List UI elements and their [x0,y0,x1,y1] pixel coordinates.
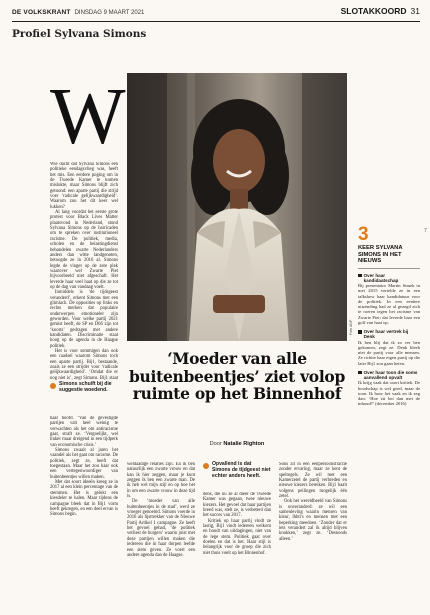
square-bullet-icon [358,330,362,334]
paragraph: haar hoofd. ‘Van de gevestigde partijen valt heel weinig te verwachten als het om antiracisme gaat, straft ze. ‘Vergoelijkt, wel linker maar dreigend in een tijdperk van economische crisis.’ [50,416,118,448]
pull-quote-text: Simons schuift bij die suggestie woedend. [59,381,112,393]
article-column-d [279,462,347,600]
sidebar-item-body: Bij presentator Martin Simek in mei 2015 vertelde ze in een talkshow haar kandidatuur voor de politiek. In een eerdere uitzending had ze al gezegd zich te roeren tegen het racisme van Zwarte Piet; dat leverde haar een golf van haat op. [358,283,420,325]
sidebar-item-heading [358,329,420,339]
article-kicker: Profiel Sylvana Simons [12,28,147,40]
masthead [12,6,420,20]
page-number: 31 [410,6,420,16]
sidebar-item-heading [358,273,420,283]
margin-mark: 7 [424,228,427,234]
square-bullet-icon [358,371,362,375]
sidebar-number: 3 [358,224,369,245]
orange-dot-icon [50,383,56,389]
orange-dot-icon [203,463,209,469]
paragraph: Met dat soort ideeën kreeg ze in 2017 al een klein percentage van de stemmen. Het is gelukt een kiesdeler te halen. Maar tijdens de campagne bleek dat in Bij1 vorm heeft gekregen, en een deel ervan is Simons begin. [50,480,118,518]
sidebar-item-heading-text: Over haar kandidaatschap [363,272,399,283]
paragraph: Kritiek op haar partij vindt ze lastig, Bij1 vindt iedereen welkom en houdt van uitdagingen, niet van de lege stem. Politiek gaat over doelen en dat is het. Haar stijl is belangrijk voor de groep die zich niet thuis voelt op het Binnenhof. [203,518,271,556]
paragraph: Ook het wereldbeeld van Simons is onveranderd: ze wil een samenleving waarin mensen van kleur, lhbti's en mensen met een beperking meedoen. ‘Zonder dat er iets verandert zal ik altijd blijven knokken,’ zegt ze. ‘Desnoods alleen.’ [279,499,347,542]
sidebar-item-heading [358,370,420,380]
square-bullet-icon [358,274,362,278]
paragraph: Inmiddels is ‘de tijdsgeest veranderd’, erkent Simons met een glimlach. De opposities op links en rechts merken dat populaire onderwerpen emotioneler zijn geworden. Voor welke partij 2021 gemist heeft, de SP en D66 zijn tot ‘koorts’ gedragen met andere kandidaten. Discriminatie staat hoog op de agenda in de Haagse politiek. [50,290,118,349]
sidebar-item [358,273,420,325]
section-name: SLOTAKKOORD [340,6,407,16]
masthead-rule [12,21,420,22]
sidebar-item-heading-text: Over haar toon die soms aanvallend opvalt [363,369,418,381]
sidebar-box [358,226,420,407]
pull-quote [203,462,271,480]
article-column-c [203,492,271,600]
article-column-left-top [50,162,118,380]
paragraph: De ‘moeder van alle buitenbeentjes in de stad’, werd ze vroeger genoemd. Simons voerde in 2016 als lijsttrekker van de Nieuwe Partij Artikel 1 campagne. Ze heeft het gevoel gehad, ‘de politiek verliest de burgers’ waarin juist met deze partijen willen maken die iedereen die in haar dorpen leefde een stem geven. Ze voert een andere agenda dan de Haagse. [127,499,195,558]
sidebar-rule [358,268,420,269]
paragraph: Het is voor sommigen dan ook een raadsel waarom Simons toch een aparte partij. Bij1, bestaande, zoals ze een strijder voor ‘radicale gelijkwaardigheid’. ‘Omdat die er nog niet is’, zegt Simons. Bij1 staat [50,349,118,380]
pull-quote [50,382,118,394]
byline-prefix: Door [209,441,222,447]
drop-cap: W [50,73,126,161]
byline-author: Natalie Righton [223,441,265,447]
sidebar-item [358,329,420,366]
paragraph: dens, die nu ze al meer de Tweede Kamer was gegaan, twee nieuwe kiezers. Het gevoel dat haar partijen breed was, stelt ze, is verbeterd dan het succes van 2017. [203,492,271,519]
paragraph: weldaadige relaties zijn. En ik ben natuurlijk een zwarte vrouw en dat kan ik hier zeggen, maar je kunt zeggen ik ben een zwarte man. De ik heb wel mijn stijl en op hoe het in om een zwarte vrouw in deze tijd is. [127,462,195,500]
article-headline: ‘Moeder van alle buitenbeentjes’ ziet volop ruimte op het Binnenhof [129,349,345,403]
portrait-photo [127,73,347,341]
paragraph: Sons zit in een eenpersoonsfractie zonder ervaring, maar ze kent de spelregels. Ze wil met een Kamerzetel de partij verbreden en nieuwe kiezers bereiken. Bij1 haalt volgens peilingen mogelijk één zetel. [279,462,347,500]
paragraph: Wie dacht dat Sylvana Simons een politieke eendagsvlieg was, heeft het mis. Een eerdere poging om in de Tweede Kamer te komen mislukte, maar Simons blijft zich getoond: een aparte partij die strijd voer ‘radicale gelijkwaardigheid’. Waarom zou het dit keer wel lukken? [50,162,118,210]
issue-date: DINSDAG 9 MAART 2021 [74,10,145,16]
photo-credit: Foto ANP [349,319,353,335]
paragraph: Simons zwaait al jaren het vaandel als het gaat om racisme. De politiek, zegt ze, heeft dat toegestaan. Maar het zou haar ook een vertegenwoordiger van buitenbeentjes willen maken. [50,448,118,480]
byline [127,441,347,447]
publication-name: DE VOLKSKRANT [12,9,71,16]
portrait-image [127,73,347,341]
pull-quote-text: Opvallend is dat Simons de tijdgeest niet echter anders heeft. [212,461,271,479]
sidebar-item-body: Ik ben blij dat ik zo ver ben gekomen, zegt ze. Denk bleek niet de partij voor alle mensen. Ze richtte haar eigen partij op die later Bij1 zou gaan heten. [358,339,420,366]
article-column-left-bottom [50,416,118,604]
article-column-b [127,462,195,600]
sidebar-item-heading-text: Over haar vertrek bij Denk [363,329,409,340]
sidebar-title: KEER SYLVANA SIMONS IN HET NIEUWS [358,245,403,265]
sidebar-item-body: Ik krijg vaak dat soort kritiek. De boodschap is wel goed, maar de toon. Ik hoor het vaak en ik zeg dan: ‘Hoe zit het dan met de inhoud?’ (december 2016) [358,380,420,407]
sidebar-item [358,370,420,407]
paragraph: Al lang voordat het eerste grote protest voor Black Lives Matter plaatsvond in Nederland, stond Sylvana Simons op de barricaden om te spreken over institutioneel racisme. De politiek, media, scholen en de belastingdienst behandelen zwarte Nederlanders anders dan witte landgenoten, betoogde ze in 2016 al. Simons legde de vinger op de zere plek waarover wel Zwarte Piet bijvoorbeeld niet afgeschaft. Het leverde haar veel haat op die ze tot op de dag van vandaag voelt. [50,210,118,290]
